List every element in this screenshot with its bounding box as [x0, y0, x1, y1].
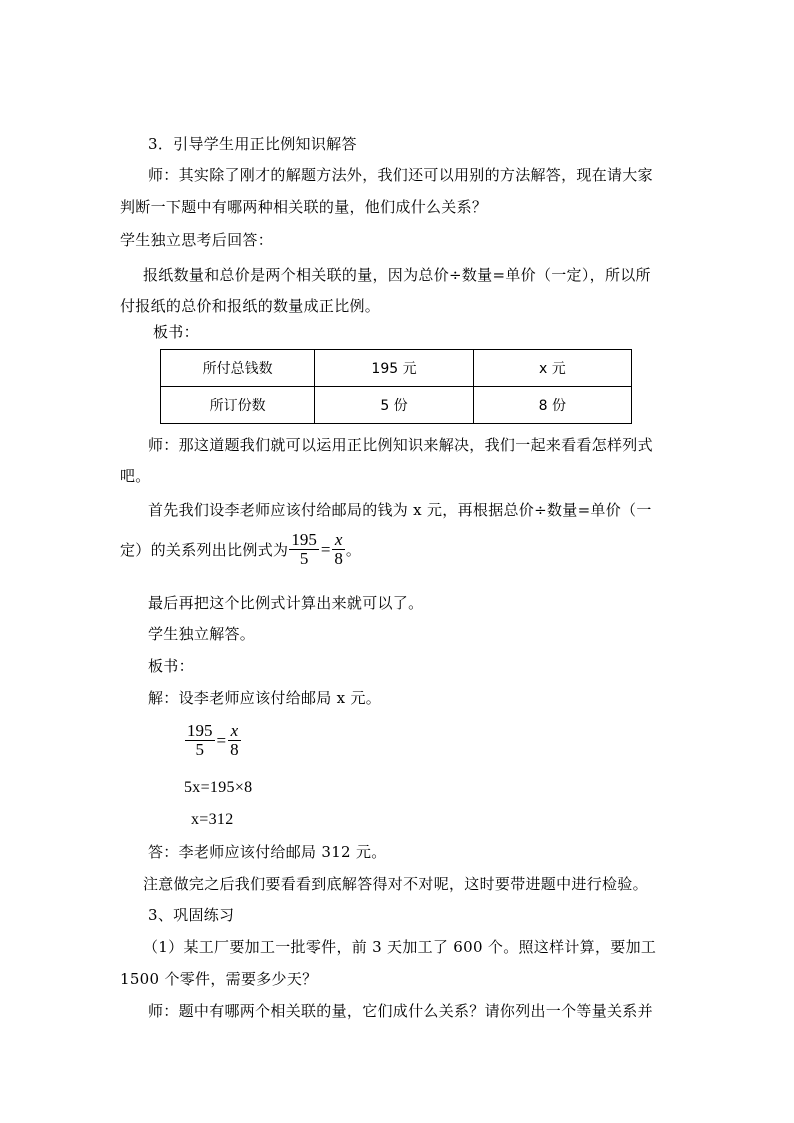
paragraph-line: 注意做完之后我们要看看到底解答得对不对呢，这时要带进题中进行检验。 — [143, 875, 648, 893]
fraction-numerator: 195 — [291, 530, 317, 549]
answer-line: 答：李老师应该付给邮局 312 元。 — [148, 843, 387, 861]
fraction-numerator: 195 — [187, 721, 213, 740]
equals-sign: = — [320, 539, 331, 559]
exercise-line: （1）某工厂要加工一批零件，前 3 天加工了 600 个。照这样计算，要加工 — [143, 938, 657, 956]
paragraph-line: 最后再把这个比例式计算出来就可以了。 — [148, 594, 424, 612]
fraction-numerator: x — [230, 721, 239, 740]
fraction-right — [333, 531, 344, 568]
table-cell: 所订份数 — [161, 387, 315, 424]
fraction-numerator: x — [334, 530, 343, 549]
paragraph-line: 学生独立思考后回答： — [120, 231, 274, 249]
fraction-denominator: 8 — [230, 740, 239, 759]
paragraph-line: 吧。 — [120, 467, 151, 485]
board-label: 板书： — [148, 657, 194, 675]
table-row — [161, 350, 632, 387]
equation-step: 5x=195×8 — [184, 779, 253, 796]
fraction-left — [290, 531, 318, 568]
equals-sign: = — [216, 730, 227, 750]
board-table — [160, 349, 632, 424]
paragraph-line: 首先我们设李老师应该付给邮局的钱为 x 元，再根据总价÷数量=单价（一 — [148, 501, 652, 519]
section-heading: 3、巩固练习 — [148, 906, 235, 924]
fraction-left — [186, 722, 214, 759]
table-cell: 8 份 — [473, 387, 631, 424]
paragraph-line: 师：其实除了刚才的解题方法外，我们还可以用别的方法解答，现在请大家 — [148, 166, 653, 184]
paragraph-line: 师：题中有哪两个相关联的量，它们成什么关系？请你列出一个等量关系并 — [148, 1002, 653, 1020]
exercise-line: 1500 个零件，需要多少天？ — [120, 970, 318, 988]
fraction-denominator: 8 — [334, 549, 343, 568]
table-cell: 所付总钱数 — [161, 350, 315, 387]
solution-proportion — [184, 722, 242, 759]
section-heading: 3．引导学生用正比例知识解答 — [148, 135, 357, 153]
board-label: 板书： — [153, 323, 199, 341]
table-cell: x 元 — [473, 350, 631, 387]
paragraph-line: 学生独立解答。 — [148, 625, 256, 643]
paragraph-text: 定）的关系列出比例式为 — [120, 541, 289, 559]
paragraph-line: 付报纸的总价和报纸的数量成正比例。 — [120, 297, 381, 315]
paragraph-line: 师：那这道题我们就可以运用正比例知识来解决，我们一起来看看怎样列式 — [148, 436, 653, 454]
fraction-denominator: 5 — [185, 740, 215, 759]
paragraph-line: 判断一下题中有哪两种相关联的量，他们成什么关系？ — [120, 198, 488, 216]
paragraph-text: 。 — [345, 541, 361, 559]
table-row — [161, 387, 632, 424]
fraction-denominator: 5 — [289, 549, 319, 568]
proportion-line — [120, 531, 361, 568]
table-cell: 195 元 — [315, 350, 473, 387]
equation-step: x=312 — [191, 811, 234, 828]
paragraph-line: 报纸数量和总价是两个相关联的量，因为总价÷数量=单价（一定），所以所 — [143, 266, 651, 284]
solution-line: 解：设李老师应该付给邮局 x 元。 — [148, 689, 382, 707]
table-cell: 5 份 — [315, 387, 473, 424]
fraction-right — [229, 722, 240, 759]
